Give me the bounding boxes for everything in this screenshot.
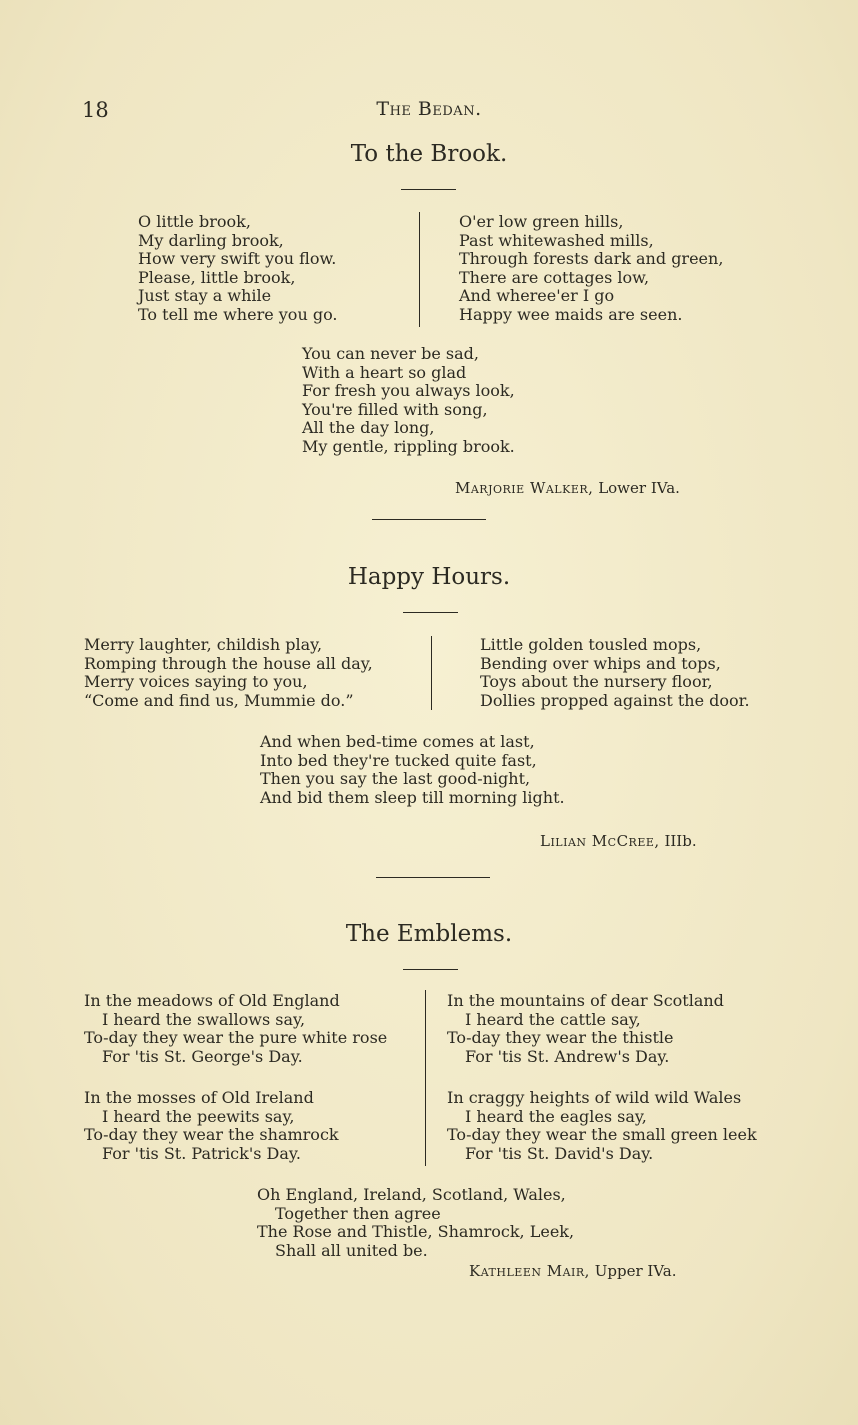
verse-line: And bid them sleep till morning light. [260,787,565,807]
author-form: Lower IVa. [598,479,680,497]
verse-line: Oh England, Ireland, Scotland, Wales, [257,1185,566,1204]
verse-line: For 'tis St. Patrick's Day. [102,1143,301,1163]
author-form: IIIb. [664,832,697,850]
poem-title-the-emblems: The Emblems. [345,921,513,947]
page-number: 18 [82,98,109,122]
emblems-final-stanza [257,1186,574,1260]
verse-line: Please, little brook, [138,267,296,287]
verse-line: O little brook, [138,212,251,231]
verse-line: The Rose and Thistle, Shamrock, Leek, [257,1222,575,1242]
verse-line: My darling brook, [138,230,284,250]
verse-line: To-day they wear the small green leek [447,1125,757,1145]
verse-line: Just stay a while [138,286,272,306]
verse-line: To-day they wear the shamrock [84,1125,339,1145]
verse-line: You're filled with song, [302,399,488,419]
verse-line: Happy wee maids are seen. [459,304,683,324]
verse-line: O'er low green hills, [459,212,624,231]
verse-line: Shall all united be. [275,1240,428,1260]
verse-line: And when bed-time comes at last, [260,732,535,751]
verse-line: With a heart so glad [302,362,467,382]
happy-final-stanza [260,733,565,807]
verse-line: All the day long, [302,418,435,438]
verse-line: For 'tis St. Andrew's Day. [465,1046,670,1066]
verse-line: And wheree'er I go [459,286,615,306]
emblems-left-stanza-1 [84,992,387,1066]
title-rule [403,612,458,613]
author-form: Upper IVa. [594,1262,677,1280]
verse-line: To-day they wear the thistle [447,1028,674,1048]
verse-line: Little golden tousled mops, [480,635,702,654]
column-divider [425,990,426,1166]
verse-line: My gentle, rippling brook. [302,436,515,456]
author-byline [455,479,680,497]
verse-line: How very swift you flow. [138,249,337,269]
verse-line: “Come and find us, Mummie do.” [84,690,354,710]
column-divider [419,212,420,327]
verse-line: Dollies propped against the door. [480,690,750,710]
author-name: Lilian McCree, [540,832,660,850]
verse-line: In craggy heights of wild wild Wales [447,1088,742,1107]
verse-line: Merry laughter, childish play, [84,635,323,654]
column-divider [431,636,432,710]
verse-line: Toys about the nursery floor, [480,672,713,692]
section-rule [372,519,486,520]
brook-final-stanza [302,345,515,457]
verse-line: In the meadows of Old England [84,991,340,1010]
brook-right-stanza [459,213,723,325]
section-rule [376,877,490,878]
poem-title-happy-hours: Happy Hours. [347,564,511,590]
verse-line: To tell me where you go. [138,304,338,324]
verse-line: I heard the peewits say, [102,1106,295,1126]
verse-line: Past whitewashed mills, [459,230,654,250]
title-rule [401,189,456,190]
emblems-left-stanza-2 [84,1089,339,1163]
title-rule [403,969,458,970]
author-name: Kathleen Mair, [469,1262,590,1280]
verse-line: I heard the eagles say, [465,1106,647,1126]
author-byline [469,1262,676,1280]
verse-line: Together then agree [275,1203,441,1223]
happy-left-stanza [84,636,373,710]
brook-left-stanza [138,213,338,325]
author-name: Marjorie Walker, [455,479,594,497]
verse-line: Romping through the house all day, [84,653,373,673]
happy-right-stanza [480,636,750,710]
verse-line: For fresh you always look, [302,381,515,401]
verse-line: Through forests dark and green, [459,249,724,269]
verse-line: In the mosses of Old Ireland [84,1088,314,1107]
emblems-right-stanza-2 [447,1089,757,1163]
verse-line: Bending over whips and tops, [480,653,721,673]
verse-line: There are cottages low, [459,267,650,287]
poem-title-to-the-brook: To the Brook. [350,141,508,167]
verse-line: Then you say the last good-night, [260,769,531,789]
verse-line: You can never be sad, [302,344,479,363]
verse-line: In the mountains of dear Scotland [447,991,724,1010]
verse-line: I heard the swallows say, [102,1009,306,1029]
verse-line: For 'tis St. George's Day. [102,1046,303,1066]
verse-line: I heard the cattle say, [465,1009,641,1029]
running-title: The Bedan. [376,98,482,120]
verse-line: Into bed they're tucked quite fast, [260,750,537,770]
verse-line: To-day they wear the pure white rose [84,1028,388,1048]
author-byline [540,832,697,850]
verse-line: For 'tis St. David's Day. [465,1143,654,1163]
emblems-right-stanza-1 [447,992,724,1066]
verse-line: Merry voices saying to you, [84,672,308,692]
